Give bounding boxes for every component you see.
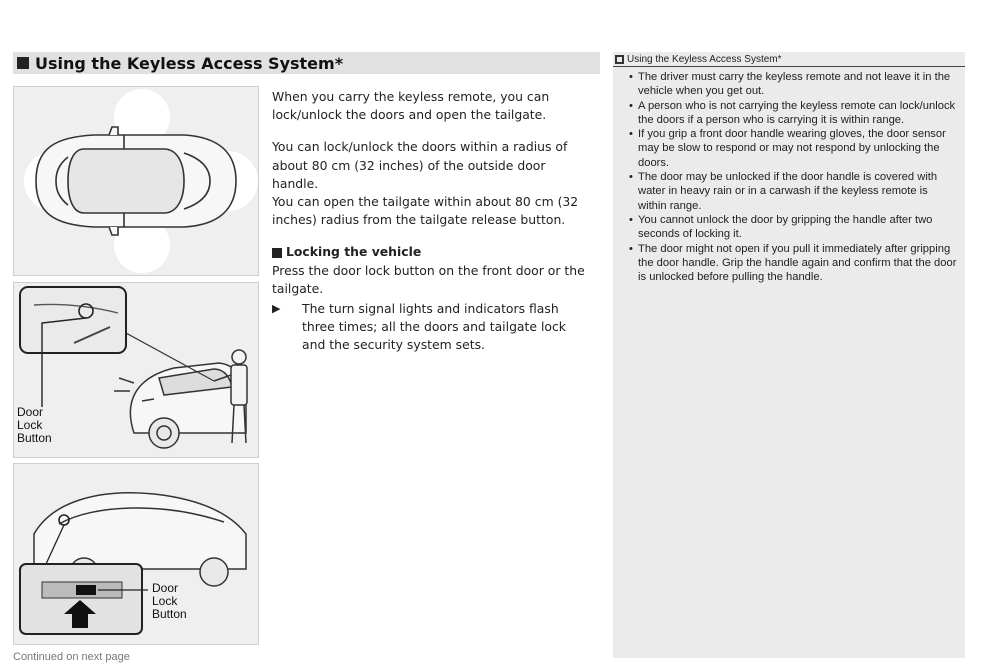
reference-icon: [615, 55, 624, 64]
lock-button-detail: [76, 585, 96, 595]
car-top-view-illustration: [14, 87, 258, 275]
range-paragraph-tailgate: You can open the tailgate within about 80 cm (32 inches) radius from the tailgate release button.: [272, 194, 579, 228]
list-item: • A person who is not carrying the keyless remote can lock/unlock the doors if a person who is carrying it is within range.: [629, 99, 959, 128]
list-item: • The door may be unlocked if the door handle is covered with water in heavy rain or in a carwash if the keyless remote is within range.: [629, 170, 959, 213]
range-paragraph-doors: You can lock/unlock the doors within a radius of about 80 cm (32 inches) of the outside door handle.: [272, 139, 568, 191]
car-top-view: [36, 127, 236, 235]
sidebar-notes: [613, 52, 965, 658]
locking-paragraph: Press the door lock button on the front door or the tailgate.: [272, 262, 585, 296]
sidebar-header: [613, 52, 965, 67]
note-arrow-icon: ▶: [272, 302, 281, 316]
subheading-locking: [272, 243, 592, 261]
figure-tailgate-lock-button: [13, 463, 259, 645]
sidebar-title: Using the Keyless Access System*: [627, 53, 782, 65]
figure-top-view-range: [13, 86, 259, 276]
tailgate-illustration: [14, 464, 258, 644]
page-title: Using the Keyless Access System*: [35, 53, 344, 73]
intro-paragraph: When you carry the keyless remote, you can lock/unlock the doors and open the tailgate.: [272, 89, 550, 123]
footer-continued: Continued on next page: [13, 651, 130, 663]
list-item: • If you grip a front door handle wearing gloves, the door sensor may be slow to respond or may not respond by unlocking the doors.: [629, 127, 959, 170]
list-item: • You cannot unlock the door by gripping the handle after two seconds of locking it.: [629, 213, 959, 242]
heading-square-icon: [17, 57, 29, 69]
sidebar-bullet-list: [629, 70, 959, 284]
note-text: The turn signal lights and indicators flash three times; all the doors and tailgate lock and the security system sets.: [302, 301, 566, 353]
subheading-square-icon: [272, 248, 282, 258]
list-item: • The door might not open if you pull it immediately after gripping the door handle. Grip the handle again and confirm that the door is unlocked before pulling the handle.: [629, 242, 959, 285]
subheading-text: Locking the vehicle: [286, 244, 422, 260]
section-title-bar: [13, 52, 600, 74]
list-item: • The driver must carry the keyless remote and not leave it in the vehicle when you get out.: [629, 70, 959, 99]
door-lock-button-label: Door Lock Button: [152, 581, 187, 621]
main-content: [272, 88, 592, 355]
door-lock-button-label: Door Lock Button: [17, 405, 52, 445]
locking-note: [272, 300, 592, 355]
figure-door-lock-button: [13, 282, 259, 458]
